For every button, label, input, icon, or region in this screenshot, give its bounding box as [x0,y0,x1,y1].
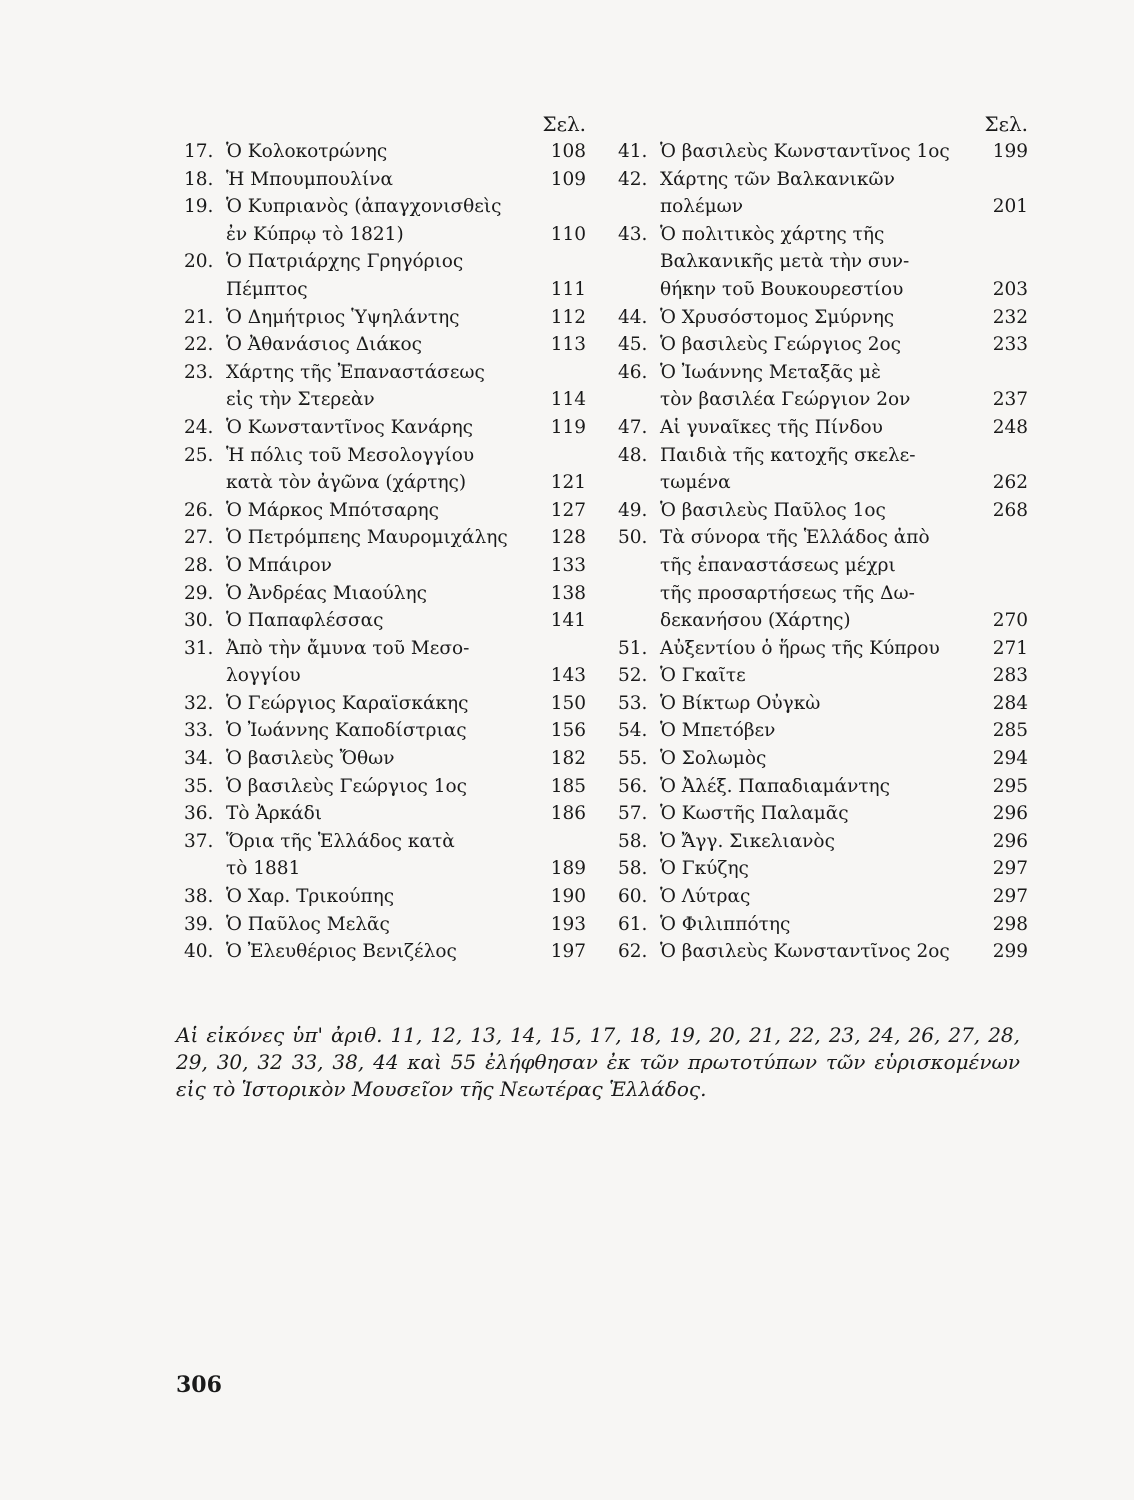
entry-title: Ὁ Ἀλέξ. Παπαδιαμάντης [660,775,891,797]
page-column-header: Σελ. [984,112,1028,136]
image-credits-caption: Αἱ εἰκόνες ὑπ' ἀριθ. 11, 12, 13, 14, 15, 17, 18, 19, 20, 21, 22, 23, 24, 26, 27, 28, 29, 30, 32 33, 38, 44 καὶ 55 ἐλήφθησαν ἐκ τῶν πρωτοτύπων τῶν εὑρισκομένων εἰς τὸ Ἱστορικὸν Μουσεῖον τῆς Νεωτέρας Ἑλλάδος. [176,1023,1020,1101]
entry-number: 35. [184,775,214,797]
entry-number: 52. [618,665,648,687]
entry-page: 297 [992,858,1028,880]
entry-page: 199 [992,141,1028,162]
entry-number: 17. [184,141,214,162]
entry-number: 45. [618,334,648,356]
index-entry [184,497,586,525]
entry-number: 18. [184,168,214,190]
entry-title: κατὰ τὸν ἀγῶνα (χάρτης) [226,472,467,494]
entry-number: 48. [618,444,648,466]
entry-title: Ὁ Ἐλευθέριος Βενιζέλος [226,941,457,963]
entry-page: 271 [992,637,1028,659]
index-entry [618,745,1028,773]
entry-title: Ὁ Σολωμὸς [660,748,767,770]
entry-number: 60. [618,886,648,908]
page-number: 306 [176,1372,222,1398]
entry-title: Ὁ Ἀθανάσιος Διάκος [226,334,422,356]
entry-number: 42. [618,168,648,190]
entry-title: Ὁ Μπάιρον [226,554,332,576]
index-entry [618,911,1028,939]
entry-title: Αἱ γυναῖκες τῆς Πίνδου [660,416,883,438]
index-entry [184,717,586,745]
entry-page: 297 [992,886,1028,908]
entry-page: 270 [992,610,1028,632]
entry-title: Ὁ βασιλεὺς Κωνσταντῖνος 1ος [660,141,950,162]
index-entry [618,524,1028,634]
index-entry [618,635,1028,663]
index-entry [618,662,1028,690]
entry-title: τὸν βασιλέα Γεώργιον 2ον [660,389,911,411]
entry-number: 39. [184,913,214,935]
entry-page: 109 [550,168,586,190]
entry-number: 26. [184,499,214,521]
entry-number: 56. [618,775,648,797]
entry-title: Πέμπτος [226,278,308,300]
entry-title: Ὁ Κυπριανὸς (ἀπαγχονισθεὶς [226,196,502,218]
entry-number: 58. [618,858,648,880]
entry-number: 29. [184,582,214,604]
index-entry [184,773,586,801]
entry-number: 24. [184,416,214,438]
index-entry [184,442,586,497]
entry-page: 114 [550,389,586,411]
entry-title: Ὁ Ἀνδρέας Μιαούλης [226,582,427,604]
entry-title: Ὁ Γκαῖτε [660,665,746,687]
index-entry [184,607,586,635]
entry-title: Ὁ Πετρόμπεης Μαυρομιχάλης [226,527,508,549]
index-entry [184,580,586,608]
index-entry [184,193,586,248]
entry-title: λογγίου [226,665,301,687]
entry-title: Ὁ Ἰωάννης Μεταξᾶς μὲ [660,361,881,383]
entry-title: Ἀπὸ τὴν ἄμυνα τοῦ Μεσο- [226,637,470,659]
entry-title: Τὰ σύνορα τῆς Ἑλλάδος ἀπὸ [660,527,930,549]
entry-title: Ὁ Γεώργιος Καραϊσκάκης [226,692,469,714]
index-entry [184,745,586,773]
entry-title: Ὁ Ἄγγ. Σικελιανὸς [660,830,835,852]
entry-title: Ὁ Μπετόβεν [660,720,776,742]
index-entry [184,524,586,552]
index-entry [184,248,586,303]
index-entry [618,773,1028,801]
entry-number: 32. [184,692,214,714]
page-column-header: Σελ. [542,112,586,136]
entry-page: 133 [550,554,586,576]
right-column [618,110,1028,966]
index-entry [618,883,1028,911]
entry-title: θήκην τοῦ Βουκουρεστίου [660,278,904,300]
index-entry [184,883,586,911]
entry-page: 284 [992,692,1028,714]
entry-title: δεκανήσου (Χάρτης) [660,610,851,632]
entry-title: Ὁ Παῦλος Μελᾶς [226,913,390,935]
entry-page: 110 [550,223,586,245]
entry-page: 233 [992,334,1028,356]
entry-title: Ὁ Φιλιππότης [660,913,791,935]
entry-page: 197 [550,941,586,963]
entry-page: 150 [550,692,586,714]
entry-page: 285 [992,720,1028,742]
entry-title: Ὁ βασιλεὺς Κωνσταντῖνος 2ος [660,941,950,963]
entry-page: 186 [550,803,586,825]
entry-number: 53. [618,692,648,714]
index-entry [184,938,586,966]
entry-page: 156 [550,720,586,742]
entry-number: 55. [618,748,648,770]
entry-number: 41. [618,141,648,162]
entry-title: Βαλκανικῆς μετὰ τὴν συν- [660,251,910,273]
entry-number: 49. [618,499,648,521]
entry-title: Ὁ Χρυσόστομος Σμύρνης [660,306,895,328]
entry-number: 23. [184,361,214,383]
entry-title: τὸ 1881 [226,858,301,880]
index-entry [184,359,586,414]
index-entry [184,138,586,166]
entry-title: Ὁ Ἰωάννης Καποδίστριας [226,720,467,742]
entry-page: 182 [550,748,586,770]
entry-page: 232 [992,306,1028,328]
index-entry [618,690,1028,718]
entry-page: 141 [550,610,586,632]
entry-title: τῆς ἐπαναστάσεως μέχρι [660,554,896,576]
index-entry [618,304,1028,332]
entry-title: Χάρτης τῆς Ἐπαναστάσεως [226,361,485,383]
entry-title: Ὁ Κωνσταντῖνος Κανάρης [226,416,474,438]
entry-title: Ὁ πολιτικὸς χάρτης τῆς [660,223,885,245]
entry-title: Ὁ Πατριάρχης Γρηγόριος [226,251,464,273]
index-entry [618,828,1028,856]
index-entry [184,690,586,718]
entry-page: 111 [550,278,586,300]
index-entry [618,717,1028,745]
entry-page: 112 [550,306,586,328]
entry-number: 57. [618,803,648,825]
index-entry [184,911,586,939]
entry-page: 296 [992,803,1028,825]
index-entry [184,331,586,359]
left-entries [184,138,586,966]
entry-title: Χάρτης τῶν Βαλκανικῶν [660,168,895,190]
entry-page: 268 [992,499,1028,521]
entry-page: 119 [550,416,586,438]
entry-number: 27. [184,527,214,549]
entry-title: Ὁ Μάρκος Μπότσαρης [226,499,439,521]
entry-title: Ὁ Παπαφλέσσας [226,610,384,632]
entry-number: 25. [184,444,214,466]
entry-page: 190 [550,886,586,908]
index-entry [618,331,1028,359]
entry-page: 283 [992,665,1028,687]
index-entry [618,138,1028,166]
entry-page: 203 [992,278,1028,300]
entry-page: 143 [550,665,586,687]
index-entry [184,635,586,690]
entry-page: 128 [550,527,586,549]
entry-number: 20. [184,251,214,273]
entry-page: 185 [550,775,586,797]
entry-title: τωμένα [660,472,731,494]
entry-page: 108 [550,141,586,162]
entry-page: 189 [550,858,586,880]
index-entry [618,359,1028,414]
entry-number: 50. [618,527,648,549]
index-entry [618,938,1028,966]
index-entry [618,166,1028,221]
entry-title: Παιδιὰ τῆς κατοχῆς σκελε- [660,444,916,466]
entry-title: Ὁ Δημήτριος Ὑψηλάντης [226,306,460,328]
entry-number: 34. [184,748,214,770]
index-entry [184,552,586,580]
entry-title: Ὁ Χαρ. Τρικούπης [226,886,395,908]
entry-page: 237 [992,389,1028,411]
entry-page: 193 [550,913,586,935]
entry-number: 47. [618,416,648,438]
index-entry [618,497,1028,525]
entry-title: Ὁ βασιλεὺς Γεώργιος 2ος [660,334,901,356]
entry-title: Ἡ πόλις τοῦ Μεσολογγίου [226,444,475,466]
entry-page: 298 [992,913,1028,935]
index-entry [618,442,1028,497]
entry-number: 21. [184,306,214,328]
entry-page: 201 [992,196,1028,218]
entry-page: 295 [992,775,1028,797]
index-entry [184,828,586,883]
entry-title: Ὁ βασιλεὺς Παῦλος 1ος [660,499,886,521]
entry-number: 54. [618,720,648,742]
index-entry [184,166,586,194]
entry-number: 61. [618,913,648,935]
index-entry [618,414,1028,442]
entry-title: Τὸ Ἀρκάδι [226,803,323,825]
entry-title: Ὅρια τῆς Ἑλλάδος κατὰ [226,830,455,852]
entry-page: 248 [992,416,1028,438]
entry-number: 31. [184,637,214,659]
entry-title: Αὐξεντίου ὁ ἥρως τῆς Κύπρου [660,637,940,659]
entry-number: 46. [618,361,648,383]
entry-title: Ὁ Κωστῆς Παλαμᾶς [660,803,849,825]
entry-number: 19. [184,196,214,218]
entry-number: 36. [184,803,214,825]
index-entry [618,855,1028,883]
entry-number: 33. [184,720,214,742]
entry-title: Ὁ βασιλεὺς Ὄθων [226,748,395,770]
entry-page: 113 [550,334,586,356]
entry-number: 37. [184,830,214,852]
entry-number: 51. [618,637,648,659]
entry-page: 121 [550,472,586,494]
index-entry [618,221,1028,304]
entry-title: πολέμων [660,196,743,218]
entry-title: Ὁ Λύτρας [660,886,751,908]
entry-page: 299 [992,941,1028,963]
entry-title: Ὁ Βίκτωρ Οὐγκὼ [660,692,821,714]
entry-page: 127 [550,499,586,521]
entry-page: 294 [992,748,1028,770]
entry-number: 43. [618,223,648,245]
entry-number: 44. [618,306,648,328]
entry-title: τῆς προσαρτήσεως τῆς Δω- [660,582,915,604]
entry-title: ἐν Κύπρῳ τὸ 1821) [226,223,404,245]
entry-number: 62. [618,941,648,963]
entry-page: 138 [550,582,586,604]
index-entry [184,800,586,828]
entry-number: 58. [618,830,648,852]
left-column [184,110,586,966]
index-entry [184,304,586,332]
entry-number: 38. [184,886,214,908]
entry-number: 40. [184,941,214,963]
entry-title: Ὁ Κολοκοτρώνης [226,141,388,162]
entry-number: 30. [184,610,214,632]
index-entry [618,800,1028,828]
index-entry [184,414,586,442]
entry-title: Ὁ Γκύζης [660,858,749,880]
entry-page: 296 [992,830,1028,852]
entry-title: εἰς τὴν Στερεὰν [226,389,375,411]
entry-page: 262 [992,472,1028,494]
entry-title: Ὁ βασιλεὺς Γεώργιος 1ος [226,775,467,797]
entry-number: 22. [184,334,214,356]
right-entries [618,138,1028,966]
entry-title: Ἡ Μπουμπουλίνα [226,168,394,190]
entry-number: 28. [184,554,214,576]
